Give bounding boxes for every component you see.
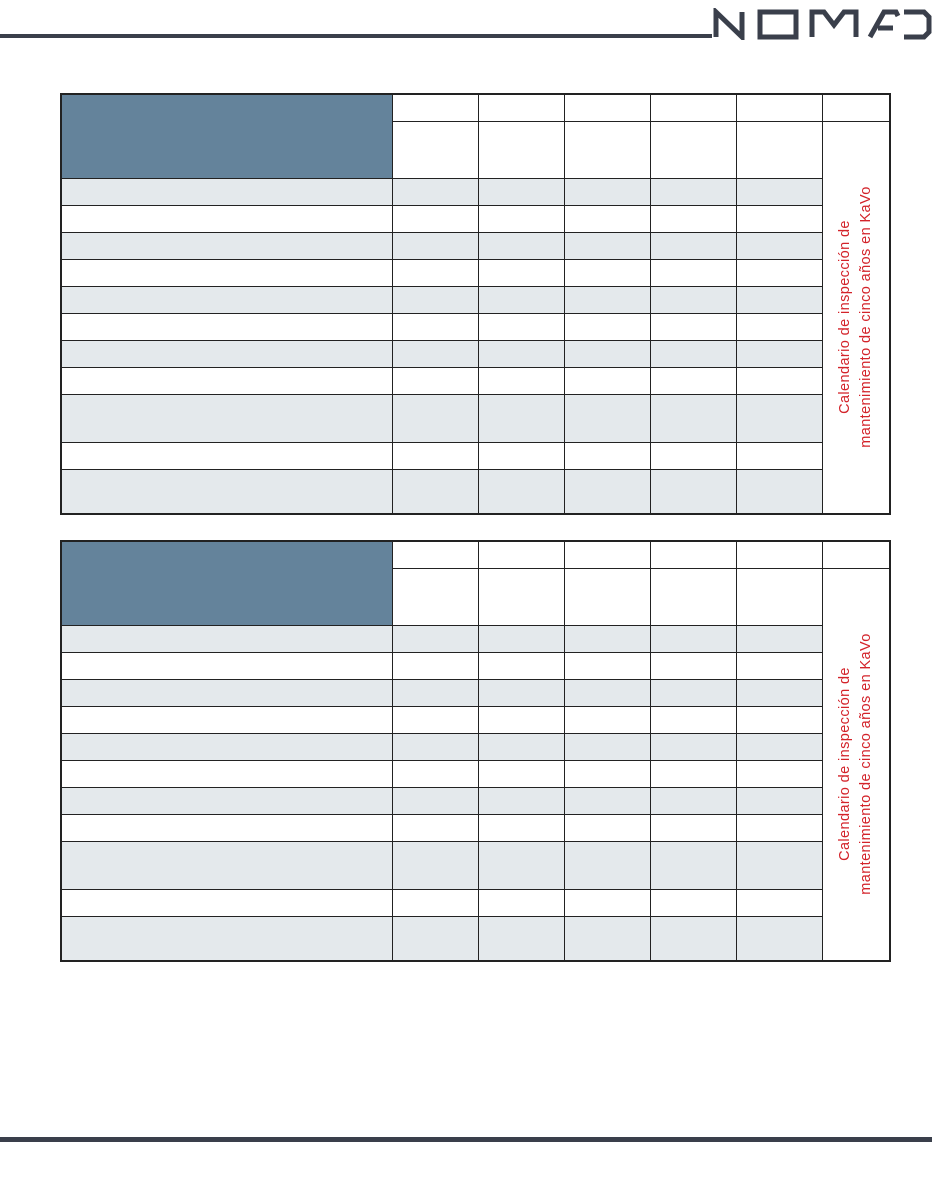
check-cell[interactable] (650, 313, 736, 340)
check-cell[interactable] (564, 625, 650, 652)
header-rule (0, 34, 712, 38)
check-cell[interactable] (650, 367, 736, 394)
item-label-cell (61, 178, 392, 205)
check-cell[interactable] (564, 178, 650, 205)
check-cell[interactable] (564, 889, 650, 916)
table-row (61, 469, 890, 514)
check-cell[interactable] (564, 259, 650, 286)
item-label-cell (61, 394, 392, 442)
check-cell[interactable] (478, 394, 564, 442)
item-label-cell (61, 652, 392, 679)
check-cell[interactable] (392, 760, 478, 787)
date-cell[interactable] (736, 121, 822, 178)
check-cell[interactable] (736, 178, 822, 205)
check-cell[interactable] (650, 706, 736, 733)
check-cell[interactable] (736, 442, 822, 469)
table-row (61, 916, 890, 961)
note-header-cell (822, 94, 890, 121)
check-cell[interactable] (650, 340, 736, 367)
item-label-cell (61, 340, 392, 367)
check-cell[interactable] (392, 841, 478, 889)
check-cell[interactable] (736, 733, 822, 760)
check-cell[interactable] (736, 706, 822, 733)
date-cell[interactable] (478, 568, 564, 625)
item-label-cell (61, 625, 392, 652)
check-cell[interactable] (564, 814, 650, 841)
check-cell[interactable] (650, 916, 736, 961)
check-cell[interactable] (650, 787, 736, 814)
year-header-cell (736, 541, 822, 568)
check-cell[interactable] (392, 367, 478, 394)
check-cell[interactable] (736, 205, 822, 232)
table-row (61, 178, 890, 205)
check-cell[interactable] (478, 814, 564, 841)
schedule-table-1 (60, 93, 891, 515)
date-cell[interactable] (392, 568, 478, 625)
check-cell[interactable] (564, 442, 650, 469)
table-row (61, 313, 890, 340)
date-cell[interactable] (392, 121, 478, 178)
check-cell[interactable] (478, 841, 564, 889)
table-row (61, 286, 890, 313)
side-note-line-1: Calendario de inspección de (836, 220, 853, 415)
check-cell[interactable] (478, 733, 564, 760)
check-cell[interactable] (564, 760, 650, 787)
check-cell[interactable] (650, 178, 736, 205)
check-cell[interactable] (736, 841, 822, 889)
table-row (61, 205, 890, 232)
table-row (61, 442, 890, 469)
check-cell[interactable] (650, 232, 736, 259)
check-cell[interactable] (392, 469, 478, 514)
table-row (61, 652, 890, 679)
check-cell[interactable] (564, 652, 650, 679)
schedule-table-2 (60, 540, 891, 962)
check-cell[interactable] (478, 232, 564, 259)
check-cell[interactable] (478, 259, 564, 286)
check-cell[interactable] (564, 706, 650, 733)
check-cell[interactable] (478, 178, 564, 205)
check-cell[interactable] (736, 760, 822, 787)
table-row (61, 232, 890, 259)
check-cell[interactable] (392, 625, 478, 652)
check-cell[interactable] (650, 652, 736, 679)
check-cell[interactable] (392, 442, 478, 469)
item-label-cell (61, 286, 392, 313)
check-cell[interactable] (564, 394, 650, 442)
check-cell[interactable] (650, 841, 736, 889)
table-row (61, 367, 890, 394)
check-cell[interactable] (392, 178, 478, 205)
nomad-logo (712, 8, 932, 40)
date-cell[interactable] (650, 121, 736, 178)
table-row (61, 340, 890, 367)
check-cell[interactable] (478, 442, 564, 469)
check-cell[interactable] (392, 394, 478, 442)
check-cell[interactable] (392, 706, 478, 733)
item-label-cell (61, 259, 392, 286)
check-cell[interactable] (736, 814, 822, 841)
item-label-cell (61, 313, 392, 340)
year-header-cell (650, 94, 736, 121)
check-cell[interactable] (392, 259, 478, 286)
check-cell[interactable] (564, 679, 650, 706)
check-cell[interactable] (736, 787, 822, 814)
check-cell[interactable] (736, 286, 822, 313)
table-row (61, 889, 890, 916)
check-cell[interactable] (736, 259, 822, 286)
check-cell[interactable] (736, 469, 822, 514)
check-cell[interactable] (736, 232, 822, 259)
item-label-cell (61, 442, 392, 469)
item-label-cell (61, 367, 392, 394)
check-cell[interactable] (478, 367, 564, 394)
side-note-cell (822, 121, 890, 514)
header-label-cell (61, 94, 392, 178)
check-cell[interactable] (564, 916, 650, 961)
side-note-line-1: Calendario de inspección de (836, 667, 853, 862)
check-cell[interactable] (392, 814, 478, 841)
side-note-cell (822, 568, 890, 961)
item-label-cell (61, 232, 392, 259)
check-cell[interactable] (478, 679, 564, 706)
table-row (61, 625, 890, 652)
check-cell[interactable] (564, 340, 650, 367)
check-cell[interactable] (650, 625, 736, 652)
check-cell[interactable] (736, 652, 822, 679)
check-cell[interactable] (564, 232, 650, 259)
check-cell[interactable] (650, 442, 736, 469)
check-cell[interactable] (478, 787, 564, 814)
check-cell[interactable] (392, 679, 478, 706)
year-header-cell (392, 94, 478, 121)
item-label-cell (61, 733, 392, 760)
item-label-cell (61, 469, 392, 514)
check-cell[interactable] (478, 760, 564, 787)
year-header-cell (650, 541, 736, 568)
year-header-cell (392, 541, 478, 568)
year-header-cell (478, 94, 564, 121)
side-note-line-2: mantenimiento de cinco años en KaVo (857, 633, 874, 895)
check-cell[interactable] (736, 367, 822, 394)
check-cell[interactable] (564, 733, 650, 760)
check-cell[interactable] (392, 916, 478, 961)
check-cell[interactable] (392, 652, 478, 679)
year-header-cell (736, 94, 822, 121)
date-cell[interactable] (650, 568, 736, 625)
table-row (61, 679, 890, 706)
check-cell[interactable] (736, 625, 822, 652)
check-cell[interactable] (650, 259, 736, 286)
side-note (835, 187, 877, 448)
check-cell[interactable] (736, 916, 822, 961)
year-header-cell (564, 94, 650, 121)
item-label-cell (61, 814, 392, 841)
check-cell[interactable] (564, 286, 650, 313)
table-row (61, 733, 890, 760)
check-cell[interactable] (650, 733, 736, 760)
year-header-cell (478, 541, 564, 568)
check-cell[interactable] (478, 340, 564, 367)
check-cell[interactable] (478, 652, 564, 679)
check-cell[interactable] (478, 313, 564, 340)
check-cell[interactable] (564, 841, 650, 889)
check-cell[interactable] (392, 286, 478, 313)
check-cell[interactable] (736, 679, 822, 706)
item-label-cell (61, 760, 392, 787)
check-cell[interactable] (392, 733, 478, 760)
date-cell[interactable] (564, 568, 650, 625)
date-cell[interactable] (736, 568, 822, 625)
check-cell[interactable] (736, 313, 822, 340)
item-label-cell (61, 916, 392, 961)
year-header-cell (564, 541, 650, 568)
check-cell[interactable] (478, 205, 564, 232)
check-cell[interactable] (736, 889, 822, 916)
note-header-cell (822, 541, 890, 568)
table-row (61, 259, 890, 286)
check-cell[interactable] (564, 205, 650, 232)
check-cell[interactable] (478, 916, 564, 961)
footer-rule (0, 1137, 932, 1142)
check-cell[interactable] (650, 889, 736, 916)
table-row (61, 394, 890, 442)
table-row (61, 760, 890, 787)
check-cell[interactable] (392, 889, 478, 916)
check-cell[interactable] (650, 286, 736, 313)
table-row (61, 787, 890, 814)
check-cell[interactable] (564, 469, 650, 514)
item-label-cell (61, 841, 392, 889)
check-cell[interactable] (478, 625, 564, 652)
item-label-cell (61, 889, 392, 916)
check-cell[interactable] (564, 787, 650, 814)
check-cell[interactable] (478, 469, 564, 514)
date-cell[interactable] (564, 121, 650, 178)
check-cell[interactable] (650, 760, 736, 787)
check-cell[interactable] (650, 394, 736, 442)
check-cell[interactable] (736, 394, 822, 442)
item-label-cell (61, 787, 392, 814)
table-row (61, 814, 890, 841)
side-note-line-2: mantenimiento de cinco años en KaVo (857, 186, 874, 448)
check-cell[interactable] (736, 340, 822, 367)
table-row (61, 706, 890, 733)
check-cell[interactable] (478, 286, 564, 313)
check-cell[interactable] (478, 889, 564, 916)
item-label-cell (61, 679, 392, 706)
item-label-cell (61, 706, 392, 733)
check-cell[interactable] (392, 340, 478, 367)
nomad-logo-mark (712, 8, 932, 40)
check-cell[interactable] (650, 679, 736, 706)
side-note (835, 634, 877, 895)
check-cell[interactable] (564, 313, 650, 340)
check-cell[interactable] (392, 232, 478, 259)
header-label-cell (61, 541, 392, 625)
check-cell[interactable] (392, 787, 478, 814)
check-cell[interactable] (392, 205, 478, 232)
check-cell[interactable] (564, 367, 650, 394)
date-cell[interactable] (478, 121, 564, 178)
check-cell[interactable] (478, 706, 564, 733)
check-cell[interactable] (650, 205, 736, 232)
check-cell[interactable] (650, 469, 736, 514)
check-cell[interactable] (392, 313, 478, 340)
item-label-cell (61, 205, 392, 232)
table-row (61, 841, 890, 889)
check-cell[interactable] (650, 814, 736, 841)
